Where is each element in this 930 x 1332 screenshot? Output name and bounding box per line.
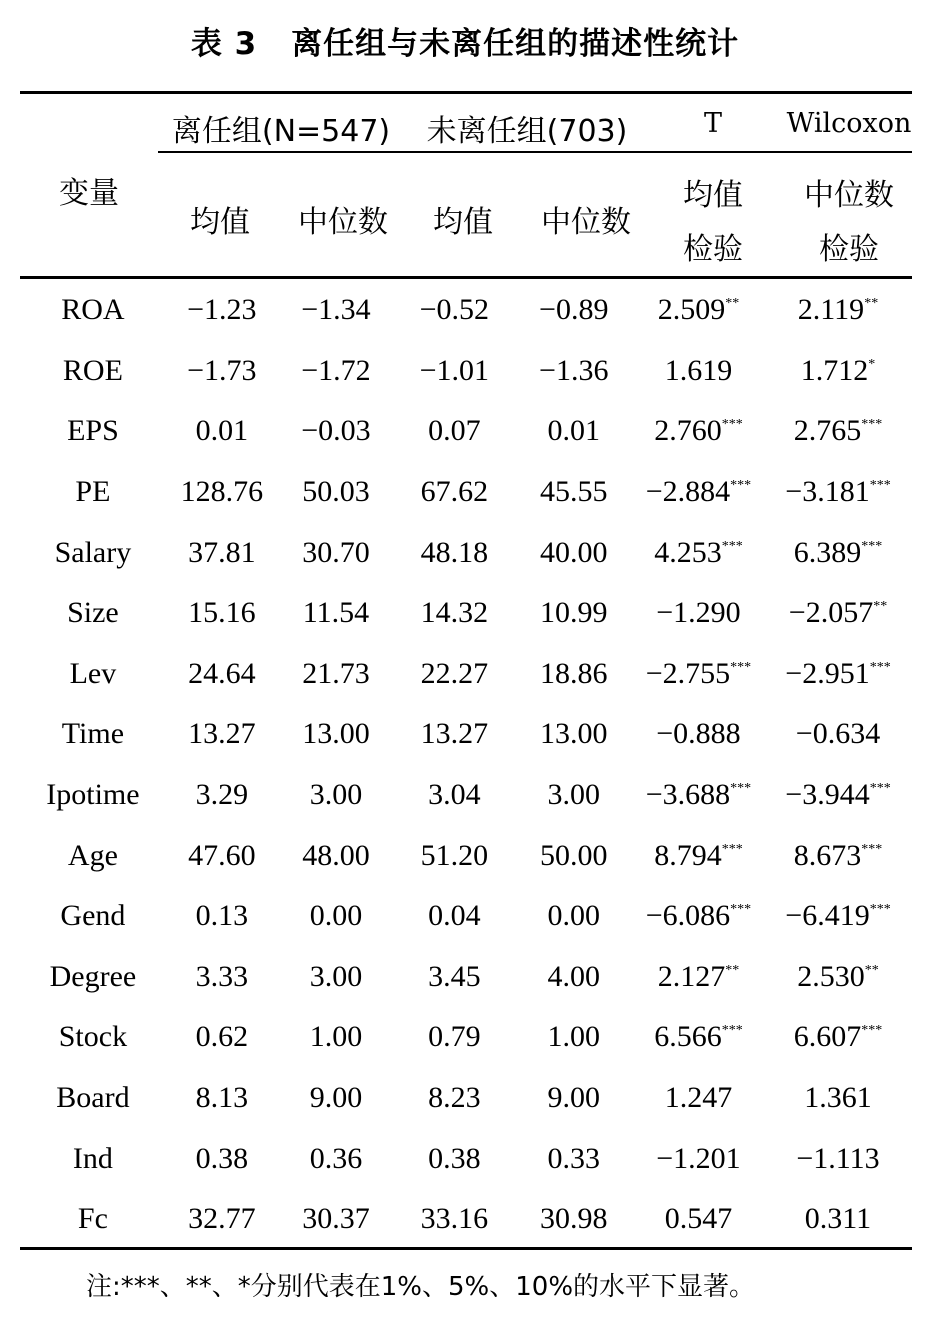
table-row [20, 704, 912, 765]
cell-mean-left-value: 8.13 [195, 1081, 249, 1115]
cell-t-test-value: −2.755 [645, 656, 731, 690]
cell-mean-left-value: 0.13 [195, 899, 249, 933]
cell-median-left-value: 11.54 [302, 596, 370, 630]
significance-mark: *** [721, 841, 743, 857]
significance-mark: *** [730, 781, 752, 797]
table-row [20, 1128, 912, 1189]
cell-t-test [633, 1189, 764, 1250]
cell-median-right [515, 341, 633, 402]
table-row [20, 644, 912, 705]
cell-variable-value: ROE [62, 353, 123, 387]
header-median-left: 中位数 [298, 205, 388, 240]
table-number: 表 3 [190, 26, 258, 62]
header-group-left: 离任组(N=547) [171, 114, 391, 149]
cell-t-test [633, 825, 764, 886]
cell-t-test-value: 1.619 [664, 353, 733, 387]
cell-wilcoxon-test [764, 341, 912, 402]
cell-t-test [633, 704, 764, 765]
cell-variable-value: Salary [54, 535, 132, 569]
cell-median-right-value: 30.98 [540, 1202, 608, 1236]
group-rule [158, 151, 912, 153]
cell-mean-left [166, 341, 278, 402]
table-row [20, 825, 912, 886]
cell-variable [20, 583, 166, 644]
cell-mean-right [394, 947, 514, 1008]
cell-wilcoxon-test-value: 2.530 [797, 959, 865, 993]
cell-t-test [633, 462, 764, 523]
cell-median-left-value: 3.00 [309, 959, 363, 993]
significance-mark: *** [721, 538, 743, 554]
cell-median-left [278, 704, 394, 765]
cell-mean-left [166, 644, 278, 705]
cell-variable [20, 886, 166, 947]
cell-mean-left-value: 15.16 [188, 596, 256, 630]
header-variable: 变量 [59, 176, 119, 211]
cell-median-left-value: 48.00 [302, 838, 370, 872]
cell-mean-right [394, 825, 514, 886]
cell-median-left-value: 21.73 [302, 656, 370, 690]
cell-mean-right [394, 886, 514, 947]
cell-median-left [278, 644, 394, 705]
cell-t-test [633, 1068, 764, 1129]
cell-variable-value: Gend [60, 899, 126, 933]
header-mean-left: 均值 [190, 205, 250, 240]
cell-median-left [278, 947, 394, 1008]
cell-wilcoxon-test-value: −3.181 [785, 475, 870, 509]
cell-mean-left-value: 0.38 [195, 1141, 249, 1175]
cell-mean-right [394, 644, 514, 705]
cell-mean-right [394, 462, 514, 523]
significance-mark: *** [730, 659, 752, 675]
cell-variable [20, 1007, 166, 1068]
cell-mean-right-value: 14.32 [420, 596, 489, 630]
cell-variable [20, 280, 166, 341]
cell-median-left [278, 1068, 394, 1129]
top-rule [20, 91, 912, 94]
significance-mark: * [868, 356, 876, 372]
cell-variable [20, 825, 166, 886]
cell-median-right-value: 10.99 [540, 596, 608, 630]
cell-mean-right-value: 33.16 [420, 1202, 489, 1236]
cell-wilcoxon-test-value: 1.361 [804, 1081, 872, 1115]
cell-mean-right-value: −1.01 [419, 353, 490, 387]
cell-median-right-value: −1.36 [539, 353, 609, 387]
cell-median-left [278, 401, 394, 462]
cell-mean-right [394, 280, 514, 341]
header-bottom-rule [20, 276, 912, 279]
cell-variable [20, 462, 166, 523]
cell-median-right [515, 947, 633, 1008]
cell-median-right-value: 40.00 [540, 535, 608, 569]
cell-median-left-value: 3.00 [309, 778, 363, 812]
cell-mean-left [166, 1007, 278, 1068]
cell-mean-right-value: 3.45 [428, 959, 481, 993]
cell-mean-left [166, 522, 278, 583]
cell-t-test-value: −1.290 [656, 596, 741, 630]
cell-wilcoxon-test [764, 583, 912, 644]
table-note: 注:***、**、*分别代表在1%、5%、10%的水平下显著。 [86, 1272, 756, 1302]
cell-mean-left-value: 128.76 [180, 475, 264, 509]
cell-wilcoxon-test-value: 2.119 [797, 293, 865, 327]
significance-mark: ** [864, 296, 879, 312]
cell-wilcoxon-test [764, 462, 912, 523]
cell-t-test-value: 8.794 [654, 838, 722, 872]
cell-mean-left [166, 462, 278, 523]
cell-t-test-value: 2.127 [657, 959, 726, 993]
cell-median-left-value: 30.70 [302, 535, 370, 569]
table-row [20, 583, 912, 644]
cell-median-left [278, 765, 394, 826]
table-title-text: 离任组与未离任组的描述性统计 [291, 26, 740, 62]
cell-variable [20, 1189, 166, 1250]
cell-median-right [515, 1007, 633, 1068]
cell-wilcoxon-test-value: 8.673 [793, 838, 862, 872]
cell-mean-left [166, 583, 278, 644]
cell-t-test [633, 341, 764, 402]
cell-wilcoxon-test [764, 644, 912, 705]
significance-mark: *** [869, 659, 891, 675]
cell-mean-left-value: 3.33 [195, 959, 249, 993]
cell-variable [20, 341, 166, 402]
cell-median-right [515, 583, 633, 644]
cell-variable-value: Ipotime [46, 778, 140, 812]
table-title [0, 18, 930, 63]
cell-wilcoxon-test [764, 401, 912, 462]
cell-median-left [278, 341, 394, 402]
cell-median-right-value: 13.00 [540, 717, 608, 751]
significance-mark: *** [861, 841, 883, 857]
cell-wilcoxon-test-value: −0.634 [795, 717, 881, 751]
cell-mean-left [166, 1068, 278, 1129]
cell-wilcoxon-test [764, 1128, 912, 1189]
cell-median-left [278, 280, 394, 341]
table-row [20, 341, 912, 402]
cell-mean-left [166, 280, 278, 341]
cell-median-left-value: 0.00 [309, 899, 363, 933]
significance-mark: ** [864, 962, 879, 978]
cell-mean-right-value: 3.04 [428, 778, 481, 812]
cell-median-left [278, 886, 394, 947]
cell-wilcoxon-test-value: −2.057 [788, 596, 874, 630]
cell-median-right [515, 1128, 633, 1189]
cell-median-right-value: 3.00 [547, 778, 600, 812]
cell-mean-left [166, 947, 278, 1008]
table-row [20, 522, 912, 583]
header-mean-right: 均值 [433, 205, 493, 240]
cell-wilcoxon-test-value: −1.113 [796, 1141, 880, 1175]
cell-t-test-value: 1.247 [664, 1081, 733, 1115]
header-t-sub2: 检验 [683, 232, 743, 267]
cell-t-test [633, 644, 764, 705]
cell-median-left-value: 13.00 [302, 717, 370, 751]
header-group-right: 未离任组(703) [426, 114, 628, 149]
cell-median-right [515, 522, 633, 583]
significance-mark: *** [730, 902, 752, 918]
cell-t-test-value: 2.509 [657, 293, 726, 327]
cell-median-right-value: 18.86 [540, 656, 608, 690]
cell-variable-value: PE [75, 475, 111, 509]
cell-median-left [278, 522, 394, 583]
cell-variable [20, 1128, 166, 1189]
table-row [20, 401, 912, 462]
cell-wilcoxon-test-value: 2.765 [793, 414, 862, 448]
cell-median-left [278, 583, 394, 644]
stats-table-body [20, 280, 912, 1250]
header-t: T [703, 108, 722, 139]
cell-mean-left-value: 32.77 [188, 1202, 256, 1236]
cell-mean-right-value: 22.27 [420, 656, 489, 690]
significance-mark: *** [730, 478, 752, 494]
cell-mean-right-value: 0.04 [428, 899, 481, 933]
cell-median-right [515, 1189, 633, 1250]
cell-variable-value: Ind [72, 1141, 113, 1175]
table-row [20, 462, 912, 523]
cell-variable-value: Degree [49, 959, 137, 993]
cell-median-left-value: 0.36 [309, 1141, 363, 1175]
cell-wilcoxon-test [764, 1068, 912, 1129]
cell-variable [20, 947, 166, 1008]
cell-mean-left [166, 704, 278, 765]
cell-mean-left [166, 1189, 278, 1250]
cell-median-right-value: 50.00 [540, 838, 608, 872]
cell-median-right-value: 1.00 [547, 1020, 600, 1054]
cell-mean-left-value: 0.62 [195, 1020, 249, 1054]
cell-mean-right [394, 1189, 514, 1250]
table-row [20, 1189, 912, 1250]
cell-wilcoxon-test [764, 886, 912, 947]
cell-mean-right [394, 1007, 514, 1068]
table-row [20, 765, 912, 826]
cell-variable-value: EPS [67, 414, 119, 448]
cell-mean-left [166, 886, 278, 947]
significance-mark: *** [869, 902, 891, 918]
cell-mean-left-value: 47.60 [188, 838, 256, 872]
cell-variable-value: Age [67, 838, 118, 872]
cell-t-test-value: −2.884 [645, 475, 731, 509]
cell-wilcoxon-test-value: −2.951 [785, 656, 870, 690]
cell-t-test-value: −1.201 [656, 1141, 741, 1175]
significance-mark: *** [869, 781, 891, 797]
cell-median-left-value: −1.34 [301, 293, 371, 327]
cell-wilcoxon-test [764, 1189, 912, 1250]
cell-median-left-value: −0.03 [301, 414, 371, 448]
cell-variable [20, 1068, 166, 1129]
cell-t-test-value: −0.888 [656, 717, 741, 751]
cell-wilcoxon-test-value: 0.311 [804, 1202, 872, 1236]
cell-t-test [633, 401, 764, 462]
table-row [20, 947, 912, 1008]
significance-mark: *** [721, 417, 743, 433]
cell-mean-left-value: −1.73 [187, 353, 257, 387]
cell-median-right-value: 45.55 [540, 475, 608, 509]
header-t-sub1: 均值 [683, 178, 743, 213]
cell-mean-left [166, 1128, 278, 1189]
significance-mark: *** [861, 1023, 883, 1039]
cell-t-test [633, 947, 764, 1008]
cell-mean-right-value: 0.79 [428, 1020, 481, 1054]
cell-wilcoxon-test [764, 765, 912, 826]
cell-wilcoxon-test-value: −6.419 [785, 899, 870, 933]
cell-mean-left [166, 401, 278, 462]
significance-mark: ** [873, 599, 888, 615]
cell-mean-right-value: 51.20 [420, 838, 489, 872]
cell-variable [20, 522, 166, 583]
cell-mean-left-value: 13.27 [188, 717, 256, 751]
cell-mean-left-value: 37.81 [188, 535, 256, 569]
cell-wilcoxon-test-value: −3.944 [785, 778, 870, 812]
significance-mark: *** [861, 417, 883, 433]
table-row [20, 886, 912, 947]
cell-median-right [515, 704, 633, 765]
cell-median-left [278, 462, 394, 523]
cell-mean-right-value: 48.18 [420, 535, 489, 569]
cell-mean-left-value: 24.64 [188, 656, 256, 690]
cell-median-right-value: −0.89 [539, 293, 609, 327]
significance-mark: *** [721, 1023, 743, 1039]
cell-median-left-value: −1.72 [301, 353, 371, 387]
cell-variable [20, 704, 166, 765]
cell-variable [20, 401, 166, 462]
header-w-sub2: 检验 [819, 232, 879, 267]
cell-median-left-value: 9.00 [309, 1081, 363, 1115]
cell-t-test [633, 765, 764, 826]
cell-mean-right [394, 704, 514, 765]
cell-median-left-value: 30.37 [302, 1202, 370, 1236]
cell-median-right [515, 462, 633, 523]
cell-median-right [515, 886, 633, 947]
cell-median-right-value: 0.33 [547, 1141, 600, 1175]
cell-mean-right [394, 401, 514, 462]
cell-median-left [278, 1007, 394, 1068]
cell-t-test [633, 1128, 764, 1189]
cell-mean-left [166, 825, 278, 886]
cell-variable-value: Board [56, 1081, 130, 1115]
cell-median-left [278, 825, 394, 886]
cell-mean-right [394, 1068, 514, 1129]
cell-median-left [278, 1128, 394, 1189]
table-row [20, 1007, 912, 1068]
cell-t-test-value: 0.547 [664, 1202, 733, 1236]
cell-mean-left-value: 0.01 [195, 414, 249, 448]
cell-median-right [515, 644, 633, 705]
table-row [20, 280, 912, 341]
cell-mean-right [394, 765, 514, 826]
cell-variable-value: Size [67, 596, 119, 630]
cell-median-right-value: 4.00 [547, 959, 600, 993]
cell-median-right-value: 0.01 [547, 414, 600, 448]
stats-table [20, 280, 912, 1250]
cell-variable-value: ROA [61, 293, 125, 327]
cell-variable-value: Lev [69, 656, 117, 690]
cell-t-test [633, 886, 764, 947]
cell-wilcoxon-test-value: 6.389 [793, 535, 862, 569]
cell-wilcoxon-test [764, 280, 912, 341]
header-w-sub1: 中位数 [804, 178, 894, 213]
cell-mean-right-value: 0.07 [428, 414, 481, 448]
table-row [20, 1068, 912, 1129]
cell-median-left-value: 50.03 [302, 475, 370, 509]
cell-wilcoxon-test [764, 704, 912, 765]
cell-t-test [633, 522, 764, 583]
significance-mark: *** [869, 478, 891, 494]
cell-median-right [515, 765, 633, 826]
cell-wilcoxon-test [764, 522, 912, 583]
cell-mean-right-value: −0.52 [419, 293, 490, 327]
cell-variable [20, 765, 166, 826]
cell-variable-value: Time [61, 717, 125, 751]
cell-median-right [515, 280, 633, 341]
cell-variable-value: Fc [77, 1202, 108, 1236]
cell-wilcoxon-test [764, 825, 912, 886]
cell-variable-value: Stock [58, 1020, 128, 1054]
significance-mark: *** [861, 538, 883, 554]
cell-median-right-value: 9.00 [547, 1081, 600, 1115]
cell-median-left [278, 1189, 394, 1250]
cell-mean-right-value: 13.27 [420, 717, 489, 751]
header-wilcoxon: Wilcoxon [786, 108, 912, 139]
cell-median-right [515, 1068, 633, 1129]
cell-mean-right [394, 522, 514, 583]
cell-mean-right-value: 0.38 [428, 1141, 481, 1175]
cell-mean-left-value: −1.23 [187, 293, 257, 327]
cell-variable [20, 644, 166, 705]
cell-mean-right [394, 583, 514, 644]
cell-median-right [515, 401, 633, 462]
significance-mark: ** [725, 962, 740, 978]
cell-wilcoxon-test-value: 6.607 [793, 1020, 862, 1054]
cell-t-test-value: 2.760 [654, 414, 722, 448]
cell-mean-right [394, 1128, 514, 1189]
cell-mean-right [394, 341, 514, 402]
significance-mark: ** [725, 296, 740, 312]
cell-mean-right-value: 8.23 [428, 1081, 481, 1115]
cell-mean-right-value: 67.62 [420, 475, 489, 509]
cell-median-right [515, 825, 633, 886]
cell-t-test-value: −6.086 [645, 899, 731, 933]
cell-t-test [633, 1007, 764, 1068]
cell-mean-left [166, 765, 278, 826]
cell-median-left-value: 1.00 [309, 1020, 363, 1054]
cell-median-right-value: 0.00 [547, 899, 600, 933]
cell-t-test [633, 583, 764, 644]
cell-wilcoxon-test-value: 1.712 [800, 353, 869, 387]
cell-wilcoxon-test [764, 1007, 912, 1068]
cell-t-test-value: 4.253 [654, 535, 722, 569]
header-median-right: 中位数 [541, 205, 631, 240]
cell-t-test-value: 6.566 [654, 1020, 722, 1054]
cell-wilcoxon-test [764, 947, 912, 1008]
cell-t-test-value: −3.688 [645, 778, 731, 812]
cell-t-test [633, 280, 764, 341]
cell-mean-left-value: 3.29 [195, 778, 249, 812]
